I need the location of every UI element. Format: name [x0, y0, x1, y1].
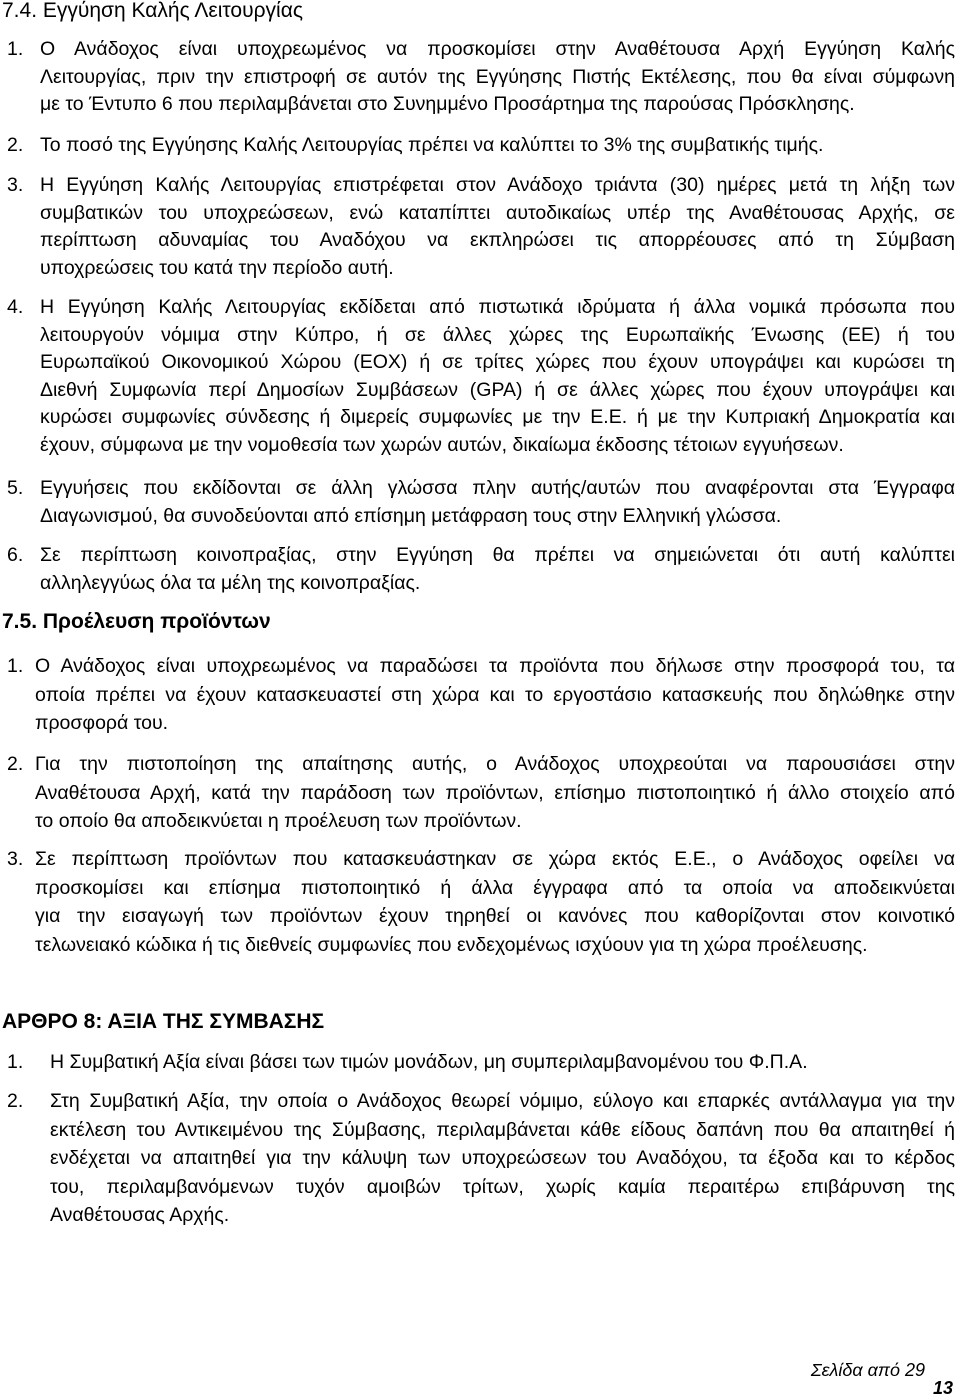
text-line: λειτουργούν νόμιμα στην Κύπρο, ή σε άλλες χώρες της Ευρωπαϊκής Ένωσης (ΕΕ) ή του [40, 323, 955, 346]
text-line: Διεθνή Συμφωνία περί Δημοσίων Συμβάσεων (GPA) ή σε άλλες χώρες που έχουν υπογράψει και [40, 378, 955, 401]
text-line: ενδέχεται να απαιτηθεί για την κάλυψη των υποχρεώσεων του Αναδόχου, τα έξοδα και το κέρδος [50, 1147, 955, 1169]
text-line: κυρώσει συμφωνίες σύνδεσης ή διμερείς συμφωνίες με την Ε.Ε. ή με την Κυπριακή Δημοκρατία και [40, 406, 955, 429]
text-line: το οποίο θα αποδεικνύεται η προέλευση των προϊόντων. [35, 810, 522, 833]
item-text [35, 652, 955, 738]
item-number: 4. [7, 296, 24, 318]
text-line: Λειτουργίας, πριν την επιστροφή σε αυτόν της Εγγύησης Πιστής Εκτέλεσης, που θα είναι σύμφωνη [40, 65, 955, 88]
item-number: 1. [7, 38, 24, 60]
text-line: συμβατικών του υποχρεώσεων, ενώ καταπίπτει αυτοδικαίως υπέρ της Αναθέτουσας Αρχής, σε [40, 201, 955, 224]
section-heading: 7.5. Προέλευση προϊόντων [2, 610, 271, 633]
item-text [35, 845, 955, 959]
text-line: Εγγυήσεις που εκδίδονται σε άλλη γλώσσα πλην αυτής/αυτών που αναφέρονται στα Έγγραφα [40, 477, 955, 499]
text-line: περίπτωση αδυναμίας του Αναδόχου να εκπληρώσει τις απορρέουσες από τη Σύμβαση [40, 229, 955, 252]
text-line: υποχρεώσεις του κατά την περίοδο αυτή. [40, 256, 394, 279]
text-line: για την εισαγωγή των προϊόντων έχουν τηρηθεί οι κανόνες που καθορίζονται στον κοινοτικό [35, 905, 955, 928]
text-line: Το ποσό της Εγγύησης Καλής Λειτουργίας πρέπει να καλύπτει το 3% της συμβατικής τιμής. [40, 134, 824, 156]
text-line: αλληλεγγύως όλα τα μέλη της κοινοπραξίας. [40, 571, 421, 594]
text-line: Ευρωπαϊκού Οικονομικού Χώρου (ΕΟΧ) ή σε τρίτες χώρες που έχουν υπογράψει και κυρώσει τη [40, 351, 955, 374]
item-text [50, 1048, 955, 1077]
text-line: του, περιλαμβανόμενων τυχόν αμοιβών τρίτων, χωρίς καμία περαιτέρω επιβάρυνση της [50, 1175, 955, 1198]
text-line: Η Εγγύηση Καλής Λειτουργίας εκδίδεται από πιστωτικά ιδρύματα ή άλλα νομικά πρόσωπα που [40, 296, 955, 318]
item-text [40, 132, 955, 160]
text-line: Σε περίπτωση προϊόντων που κατασκευάστηκαν σε χώρα εκτός Ε.Ε., ο Ανάδοχος οφείλει να [35, 848, 955, 870]
item-text [40, 294, 955, 460]
text-line: Διαγωνισμού, θα συνοδεύονται από επίσημη μετάφραση τους στην Ελληνική γλώσσα. [40, 504, 782, 527]
text-line: οποία πρέπει να έχουν κατασκευαστεί στη χώρα και το εργοστάσιο κατασκευής που δηλώθηκε στην [35, 683, 955, 706]
text-line: Η Εγγύηση Καλής Λειτουργίας επιστρέφεται στον Ανάδοχο τριάντα (30) ημέρες μετά τη λήξη των [40, 174, 955, 196]
item-text [50, 1087, 955, 1230]
item-number: 1. [7, 1051, 24, 1073]
item-number: 6. [7, 544, 24, 566]
item-number: 3. [7, 174, 24, 196]
text-line: Ο Ανάδοχος είναι υποχρεωμένος να παραδώσει τα προϊόντα που δήλωσε στην προσφορά του, τα [35, 655, 955, 677]
text-line: Ο Ανάδοχος είναι υποχρεωμένος να προσκομίσει στην Αναθέτουσα Αρχή Εγγύηση Καλής [40, 38, 955, 60]
item-text [40, 36, 955, 119]
section-heading: 7.4. Εγγύηση Καλής Λειτουργίας [2, 0, 303, 22]
item-text [35, 750, 955, 836]
item-number: 1. [7, 655, 24, 677]
item-number: 2. [7, 1090, 24, 1112]
page-footer-label: Σελίδα από 29 [810, 1360, 925, 1380]
text-line: με το Έντυπο 6 που περιλαμβάνεται στο Συνημμένο Προσάρτημα της παρούσας Πρόσκλησης. [40, 93, 855, 116]
text-line: έχουν, σύμφωνα με την νομοθεσία των χωρών αυτών, δικαίωμα έκδοσης τέτοιων εγγυήσεων. [40, 433, 844, 456]
text-line: τελωνειακό κώδικα ή τις διεθνείς συμφωνίες που ενδεχομένως ισχύουν για τη χώρα προέλευσης. [35, 933, 868, 956]
text-line: προσφορά του. [35, 712, 169, 735]
text-line: Στη Συμβατική Αξία, την οποία ο Ανάδοχος θεωρεί νόμιμο, εύλογο και επαρκές αντάλλαγμα για την [50, 1090, 955, 1112]
text-line: εκτέλεση του Αντικειμένου της Σύμβασης, περιλαμβάνεται κάθε είδους δαπάνη που θα απαιτηθεί ή [50, 1118, 955, 1141]
text-line: Για την πιστοποίηση της απαίτησης αυτής, ο Ανάδοχος υποχρεούται να παρουσιάσει στην [35, 753, 955, 775]
item-text [40, 542, 955, 597]
item-number: 2. [7, 134, 24, 156]
item-text [40, 172, 955, 282]
text-line: Σε περίπτωση κοινοπραξίας, στην Εγγύηση θα πρέπει να σημειώνεται ότι αυτή καλύπτει [40, 544, 955, 566]
text-line: Η Συμβατική Αξία είναι βάσει των τιμών μονάδων, μη συμπεριλαμβανομένου του Φ.Π.Α. [50, 1051, 808, 1073]
article-heading: ΑΡΘΡΟ 8: ΑΞΙΑ ΤΗΣ ΣΥΜΒΑΣΗΣ [2, 1010, 325, 1033]
item-number: 2. [7, 753, 24, 775]
page-number: 13 [933, 1378, 954, 1396]
text-line: Αναθέτουσας Αρχής. [50, 1204, 230, 1226]
text-line: Αναθέτουσα Αρχή, κατά την παράδοση των προϊόντων, επίσημο πιστοποιητικό ή άλλο στοιχείο από [35, 781, 955, 804]
item-text [40, 475, 955, 530]
text-line: προσκομίσει και επίσημα πιστοποιητικό ή άλλα έγγραφα από τα οποία να αποδεικνύεται [35, 876, 955, 899]
item-number: 3. [7, 848, 24, 870]
item-number: 5. [7, 477, 24, 499]
